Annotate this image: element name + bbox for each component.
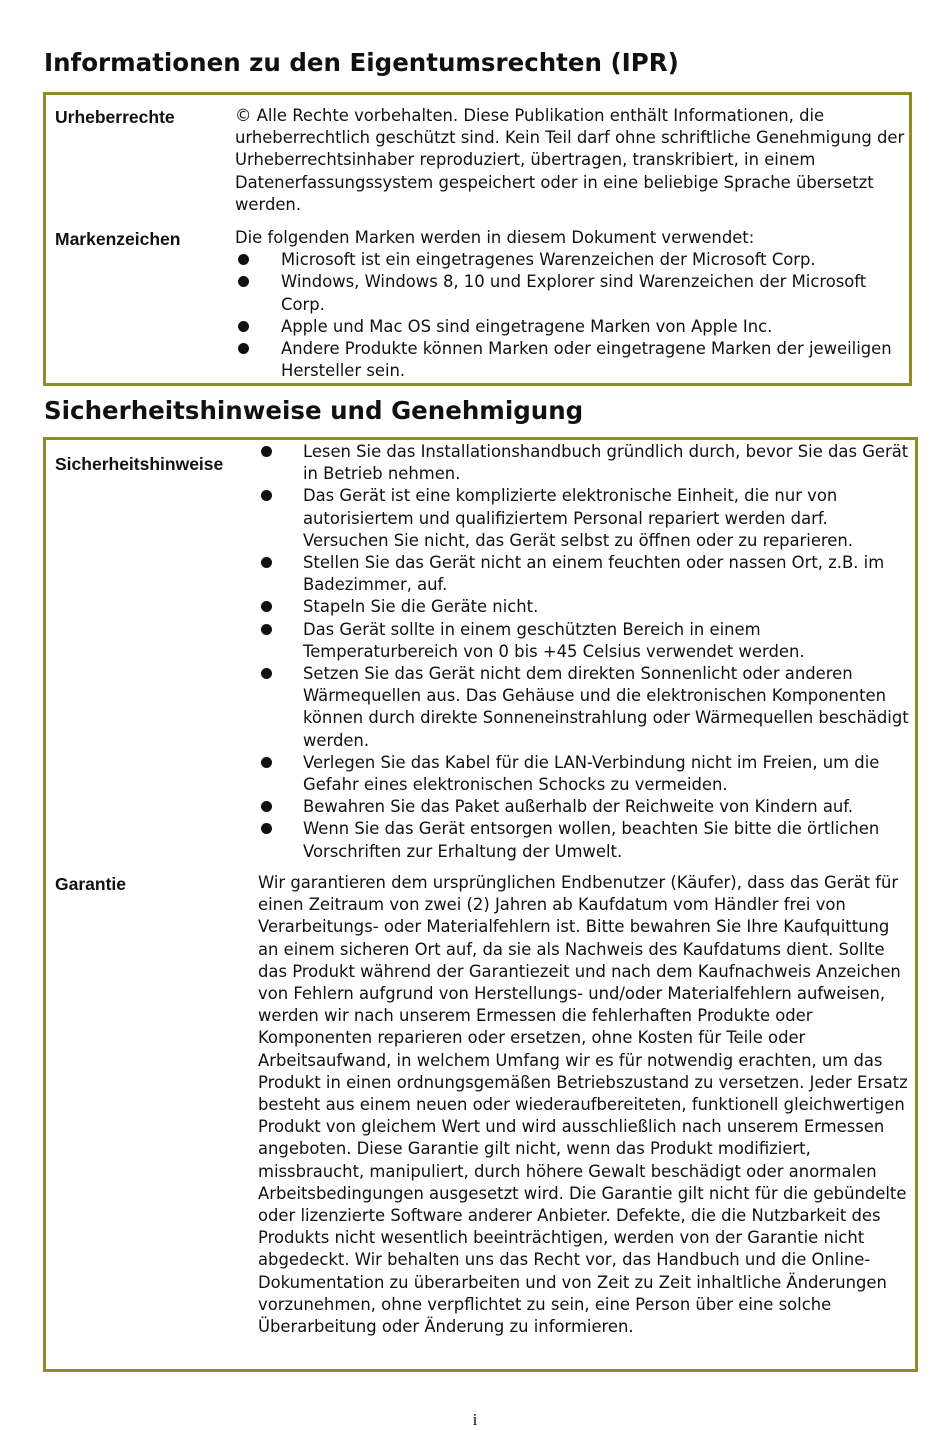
warranty-label: Garantie	[55, 874, 126, 894]
copyright-label: Urheberrechte	[55, 107, 175, 127]
trademark-block	[235, 227, 905, 382]
trademark-intro: Die folgenden Marken werden in diesem Dokument verwendet:	[235, 228, 755, 247]
list-item: Verlegen Sie das Kabel für die LAN-Verbindung nicht im Freien, um die Gefahr eines elektronischen Schocks zu vermeiden.	[258, 752, 910, 796]
trademark-label: Markenzeichen	[55, 229, 181, 249]
list-item: Microsoft ist ein eingetragenes Warenzeichen der Microsoft Corp.	[235, 249, 905, 271]
warranty-text	[258, 872, 910, 1338]
ipr-heading: Informationen zu den Eigentumsrechten (IPR)	[44, 48, 679, 77]
page-number: i	[472, 1410, 478, 1429]
safety-label: Sicherheitshinweise	[55, 454, 224, 474]
list-item: Stapeln Sie die Geräte nicht.	[258, 596, 910, 618]
safety-heading: Sicherheitshinweise und Genehmigung	[44, 396, 584, 425]
list-item: Windows, Windows 8, 10 und Explorer sind Warenzeichen der Microsoft Corp.	[235, 271, 905, 315]
list-item: Lesen Sie das Installationshandbuch gründlich durch, bevor Sie das Gerät in Betrieb nehmen.	[258, 441, 910, 485]
safety-block	[258, 441, 910, 863]
copyright-paragraph: © Alle Rechte vorbehalten. Diese Publikation enthält Informationen, die urheberrechtlich geschützt sind. Kein Teil darf ohne schriftliche Genehmigung der Urheberrechtsinhaber reproduziert, übertragen, transkribiert, in einem Datenerfassungssystem gespeichert oder in eine beliebige Sprache übersetzt werden.	[235, 106, 905, 214]
list-item: Stellen Sie das Gerät nicht an einem feuchten oder nassen Ort, z.B. im Badezimmer, auf.	[258, 552, 910, 596]
copyright-text	[235, 105, 905, 216]
safety-list	[258, 441, 910, 863]
list-item: Das Gerät ist eine komplizierte elektronische Einheit, die nur von autorisiertem und qualifiziertem Personal repariert werden darf. Versuchen Sie nicht, das Gerät selbst zu öffnen oder zu reparieren.	[258, 485, 910, 552]
list-item: Das Gerät sollte in einem geschützten Bereich in einem Temperaturbereich von 0 bis +45 Celsius verwendet werden.	[258, 619, 910, 663]
warranty-paragraph: Wir garantieren dem ursprünglichen Endbenutzer (Käufer), dass das Gerät für einen Zeitraum von zwei (2) Jahren ab Kaufdatum vom Händler frei von Verarbeitungs- oder Materialfehlern ist. Bitte bewahren Sie Ihre Kaufquittung an einem sicheren Ort auf, da sie als Nachweis des Kaufdatums dient. Sollte das Produkt während der Garantiezeit und nach dem Kaufnachweis Anzeichen von Fehlern aufgrund von Herstellungs- und/oder Materialfehlern aufweisen, werden wir nach unserem Ermessen die fehlerhaften Produkte oder Komponenten reparieren oder ersetzen, ohne Kosten für Teile oder Arbeitsaufwand, in welchem Umfang wir es für notwendig erachten, um das Produkt in einen ordnungsgemäßen Betriebszustand zu versetzen. Jeder Ersatz besteht aus einem neuen oder wiederaufbereiteten, funktionell gleichwertigen Produkt von gleichem Wert und wird ausschließlich nach unserem Ermessen angeboten. Diese Garantie gilt nicht, wenn das Produkt modifiziert, missbraucht, manipuliert, durch höhere Gewalt beschädigt oder anormalen Arbeitsbedingungen ausgesetzt wird. Die Garantie gilt nicht für die gebündelte oder lizenzierte Software anderer Anbieter. Defekte, die die Nutzbarkeit des Produkts nicht wesentlich beeinträchtigen, werden von der Garantie nicht abgedeckt. Wir behalten uns das Recht vor, das Handbuch und die Online-Dokumentation zu überarbeiten und von Zeit zu Zeit inhaltliche Änderungen vorzunehmen, ohne verpflichtet zu sein, eine Person über eine solche Überarbeitung oder Änderung zu informieren.	[258, 873, 908, 1337]
trademark-list	[235, 249, 905, 382]
list-item: Setzen Sie das Gerät nicht dem direkten Sonnenlicht oder anderen Wärmequellen aus. Das Gehäuse und die elektronischen Komponenten können durch direkte Sonneneinstrahlung oder Wärmequellen beschädigt werden.	[258, 663, 910, 752]
list-item: Apple und Mac OS sind eingetragene Marken von Apple Inc.	[235, 316, 905, 338]
list-item: Andere Produkte können Marken oder eingetragene Marken der jeweiligen Hersteller sein.	[235, 338, 905, 382]
list-item: Bewahren Sie das Paket außerhalb der Reichweite von Kindern auf.	[258, 796, 910, 818]
list-item: Wenn Sie das Gerät entsorgen wollen, beachten Sie bitte die örtlichen Vorschriften zur Erhaltung der Umwelt.	[258, 818, 910, 862]
